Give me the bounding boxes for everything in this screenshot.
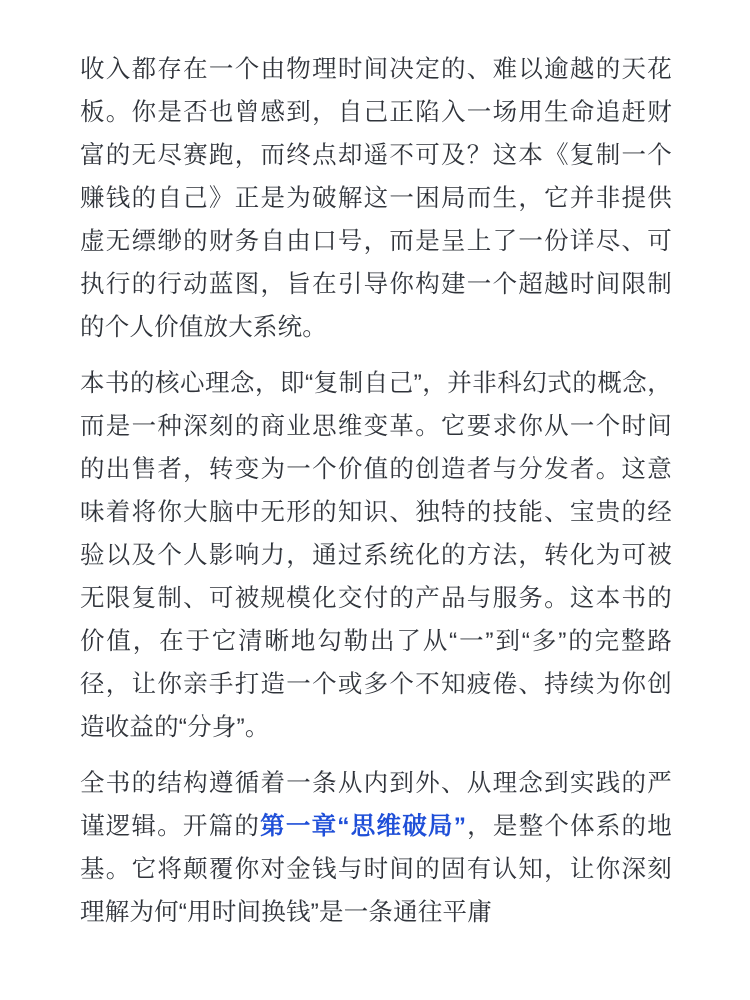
paragraph-3 <box>80 762 672 934</box>
paragraph-1-text: 收入都存在一个由物理时间决定的、难以逾越的天花板。你是否也曾感到，自己正陷入一场用生命追赶财富的无尽赛跑，而终点却遥不可及？这本《复制一个赚钱的自己》正是为破解这一困局而生，它并非提供虚无缥缈的财务自由口号，而是呈上了一份详尽、可执行的行动蓝图，旨在引导你构建一个超越时间限制的个人价值放大系统。 <box>80 56 672 341</box>
article-body <box>80 48 672 934</box>
paragraph-1 <box>80 48 672 349</box>
chapter-one-highlight: 第一章“思维破局” <box>260 813 467 840</box>
paragraph-3-text-tail: ，是整个体系的地基。它将颠覆你对金钱与时间的固有认知，让你深刻理解为何“用时间换钱”是一条通往平庸 <box>80 813 672 926</box>
paragraph-2-text: 本书的核心理念，即“复制自己”，并非科幻式的概念，而是一种深刻的商业思维变革。它要求你从一个时间的出售者，转变为一个价值的创造者与分发者。这意味着将你大脑中无形的知识、独特的技能、宝贵的经验以及个人影响力，通过系统化的方法，转化为可被无限复制、可被规模化交付的产品与服务。这本书的价值，在于它清晰地勾勒出了从“一”到“多”的完整路径，让你亲手打造一个或多个不知疲倦、持续为你创造收益的“分身”。 <box>80 370 672 741</box>
paragraph-2 <box>80 362 672 749</box>
paragraph-3-text-lead: 全书的结构遵循着一条从内到外、从理念到实践的严谨逻辑。开篇的 <box>80 770 672 840</box>
